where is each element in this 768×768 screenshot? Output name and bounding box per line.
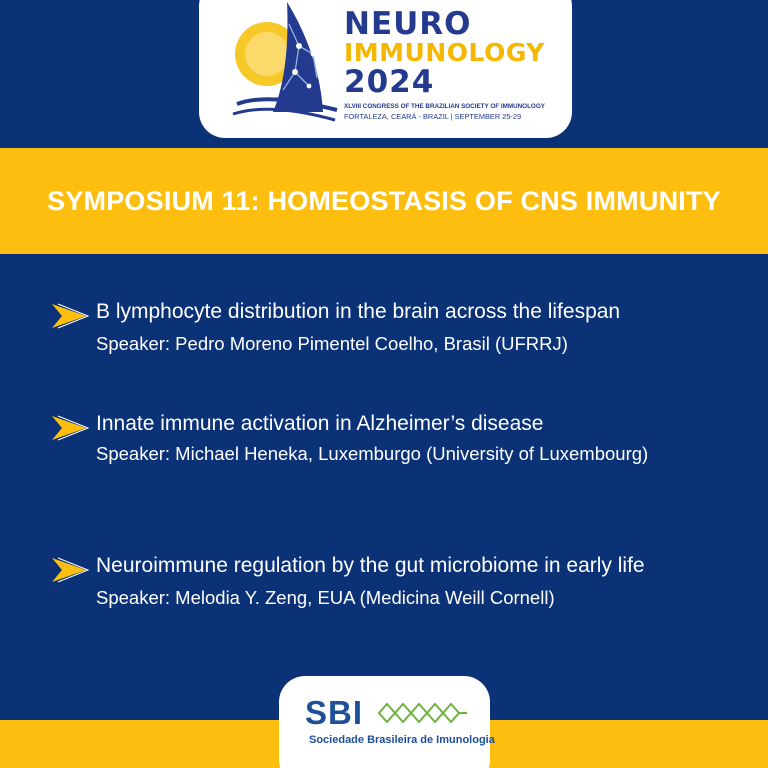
talk-title: Innate immune activation in Alzheimer’s disease: [96, 412, 544, 435]
sail-logo-icon: [229, 0, 339, 124]
logo-line-immunology: IMMUNOLOGY: [344, 38, 545, 67]
molecule-chain-icon: [375, 698, 475, 728]
sbi-abbrev: SBI: [305, 694, 364, 731]
talk-title: Neuroimmune regulation by the gut microbiome in early life: [96, 554, 645, 577]
talk-speaker: Speaker: Melodia Y. Zeng, EUA (Medicina Weill Cornell): [96, 587, 555, 608]
talk-speaker: Speaker: Pedro Moreno Pimentel Coelho, Brasil (UFRRJ): [96, 333, 568, 354]
congress-location-date: FORTALEZA, CEARÁ - BRAZIL | SEPTEMBER 25-29: [344, 112, 522, 121]
symposium-title: SYMPOSIUM 11: HOMEOSTASIS OF CNS IMMUNITY: [47, 185, 721, 216]
chevron-right-icon: [50, 557, 90, 583]
logo-line-neuro: NEURO: [344, 6, 472, 42]
talk-title: B lymphocyte distribution in the brain across the lifespan: [96, 300, 621, 323]
congress-logo-card: [199, 0, 572, 138]
chevron-right-icon: [50, 415, 90, 441]
sbi-full-name: Sociedade Brasileira de Imunologia: [309, 734, 495, 746]
sbi-logo-card: [279, 676, 495, 768]
chevron-right-icon: [50, 303, 90, 329]
logo-wordmark: [344, 8, 545, 98]
talk-speaker: Speaker: Michael Heneka, Luxemburgo (University of Luxembourg): [96, 443, 649, 464]
congress-subtitle: XLVIII CONGRESS OF THE BRAZILIAN SOCIETY OF IMMUNOLOGY: [344, 103, 545, 110]
symposium-banner: [0, 148, 768, 254]
logo-line-year: 2024: [344, 64, 435, 100]
